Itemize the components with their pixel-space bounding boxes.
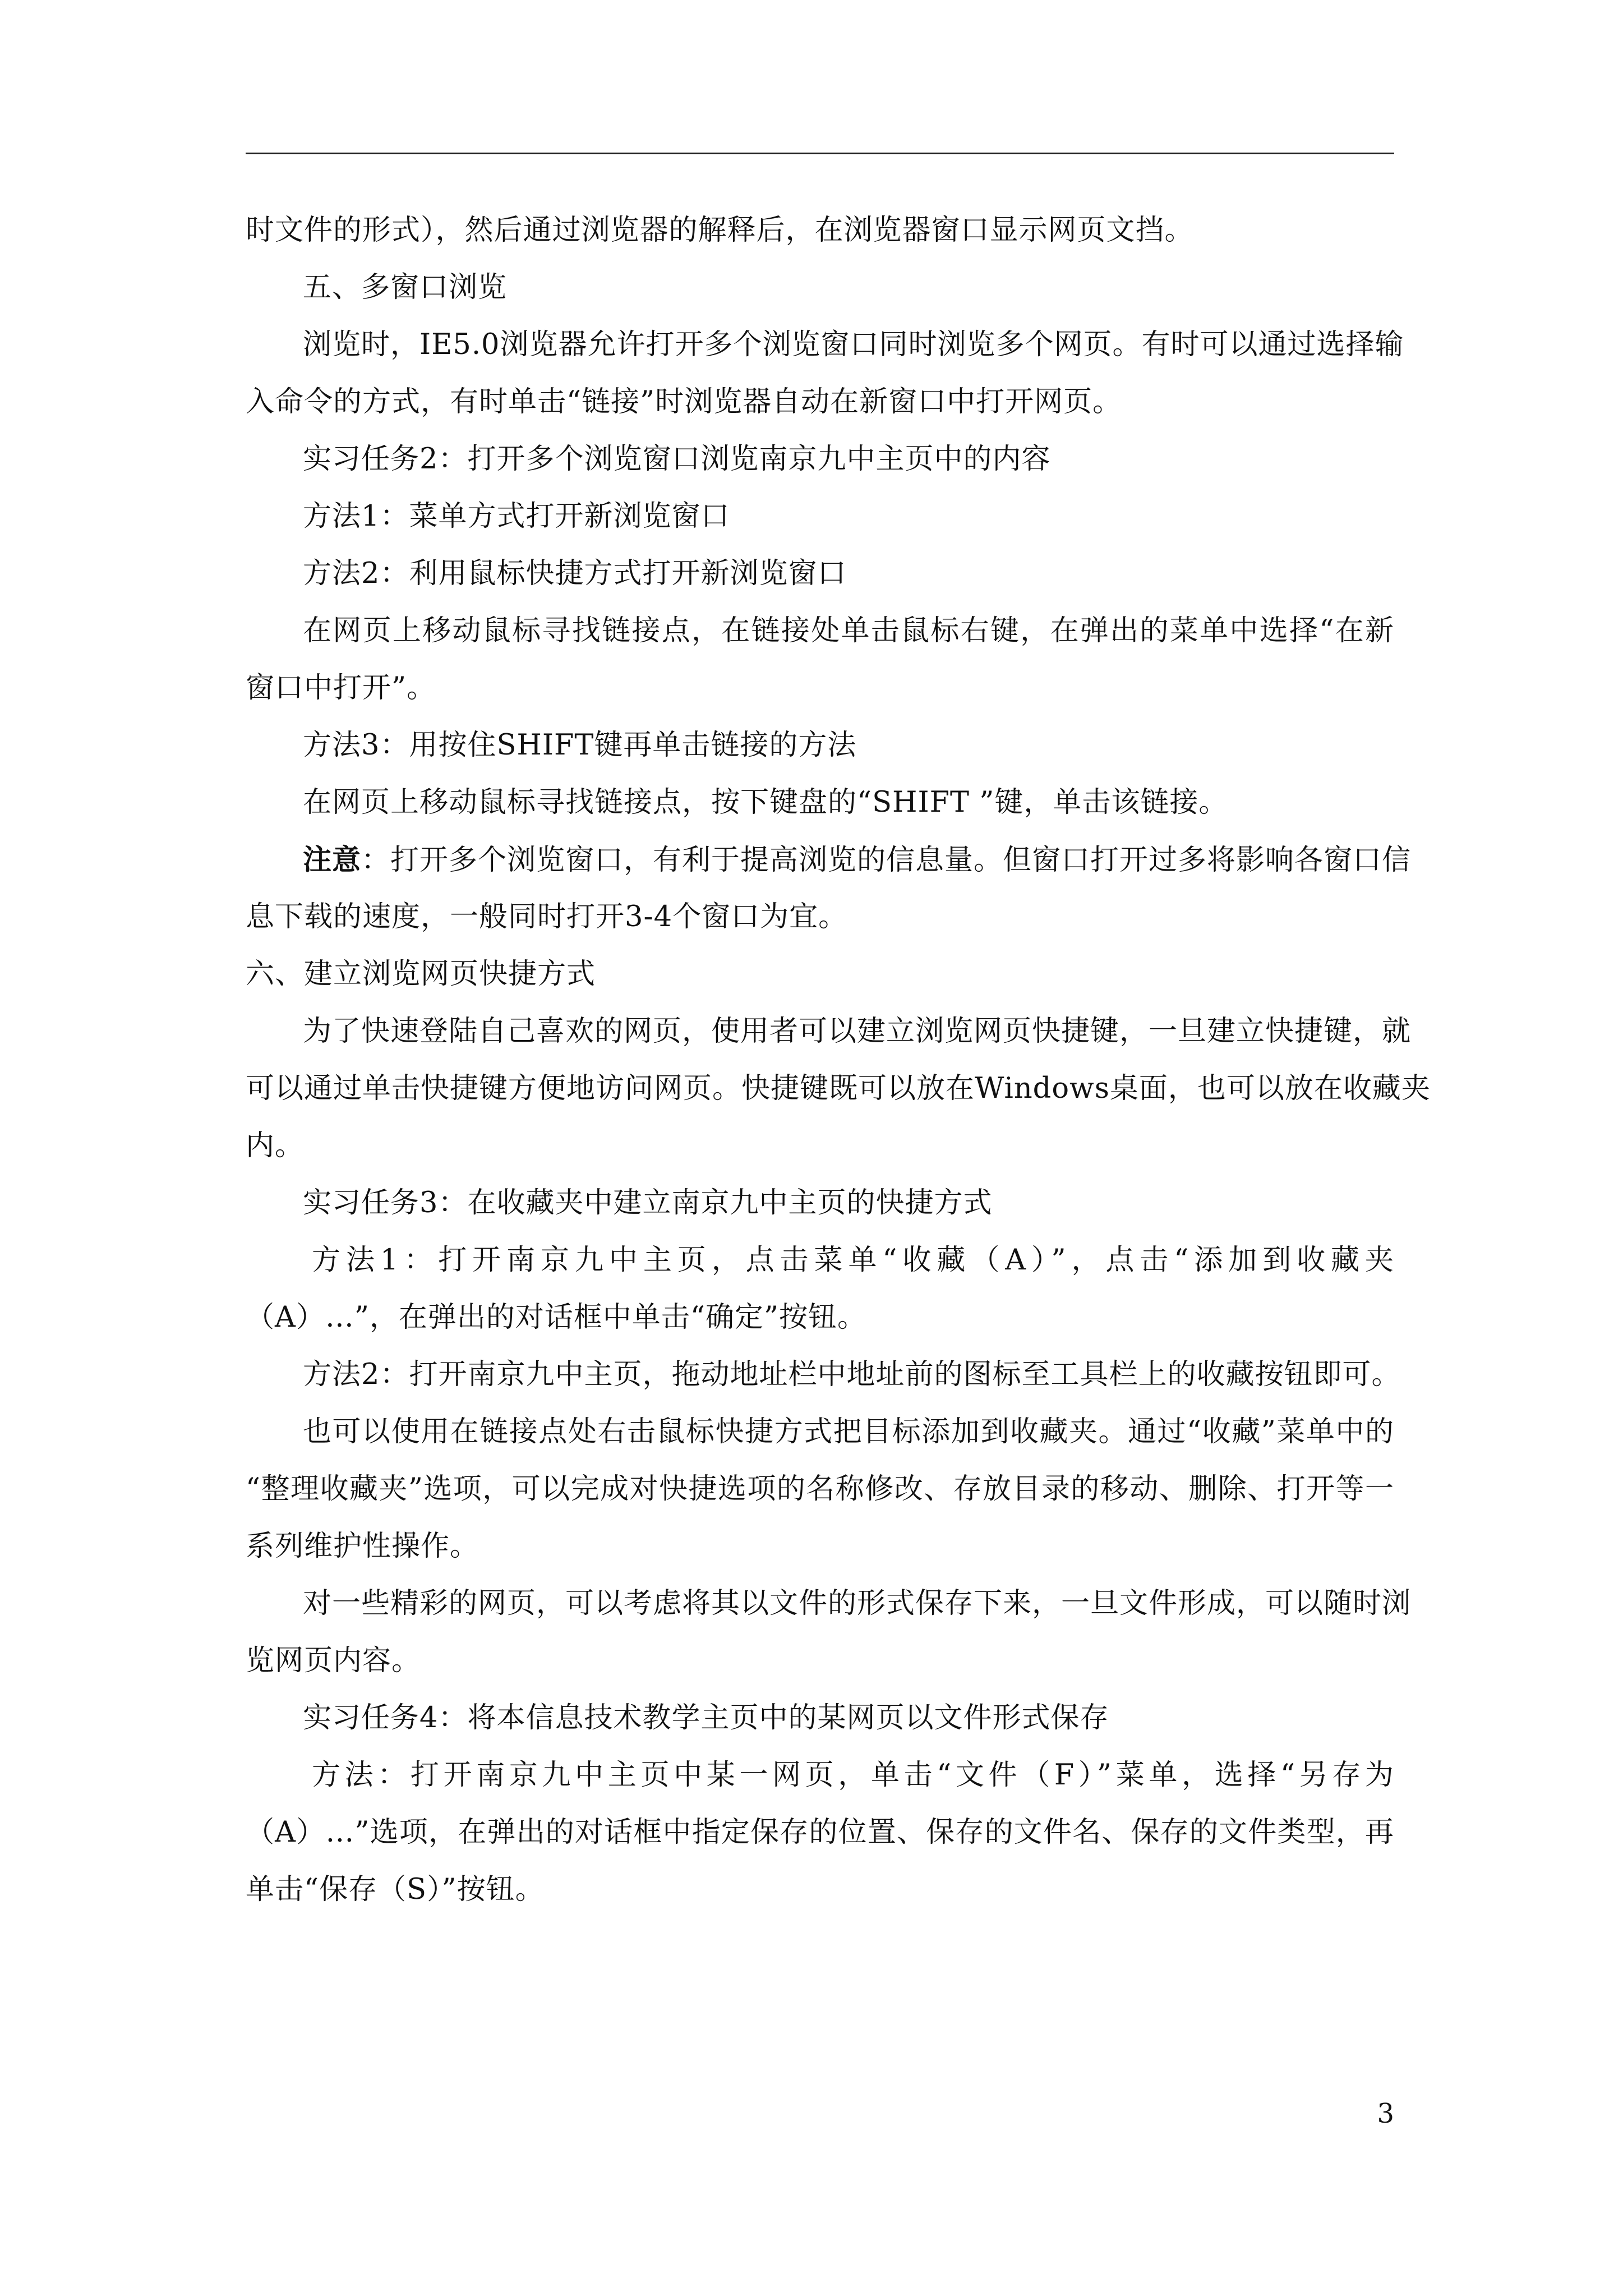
note-text: ：打开多个浏览窗口，有利于提高浏览的信息量。但窗口打开过多将影响各窗口信 [361, 844, 1412, 877]
text-line: 浏览时，IE5.0浏览器允许打开多个浏览窗口同时浏览多个网页。有时可以通过选择输 [303, 328, 1404, 361]
method-line: 方法1：打开南京九中主页，点击菜单“收藏（A）”，点击“添加到收藏夹 [312, 1244, 1394, 1277]
task-heading: 实习任务4：将本信息技术教学主页中的某网页以文件形式保存 [303, 1701, 1109, 1734]
text-line: 单击“保存（S）”按钮。 [246, 1873, 545, 1906]
section-heading: 五、多窗口浏览 [303, 271, 508, 304]
task-heading: 实习任务3：在收藏夹中建立南京九中主页的快捷方式 [303, 1186, 993, 1220]
text-line: “整理收藏夹”选项，可以完成对快捷选项的名称修改、存放目录的移动、删除、打开等一 [246, 1473, 1394, 1506]
document-body [246, 202, 1431, 1918]
text-line: 入命令的方式，有时单击“链接”时浏览器自动在新窗口中打开网页。 [246, 385, 1122, 418]
text-line: （A）…”选项，在弹出的对话框中指定保存的位置、保存的文件名、保存的文件类型，再 [246, 1816, 1394, 1849]
text-line: 为了快速登陆自己喜欢的网页，使用者可以建立浏览网页快捷键，一旦建立快捷键，就 [303, 1015, 1412, 1048]
header-rule [246, 153, 1394, 154]
text-line: 也可以使用在链接点处右击鼠标快捷方式把目标添加到收藏夹。通过“收藏”菜单中的 [303, 1415, 1394, 1448]
text-line: 在网页上移动鼠标寻找链接点，按下键盘的“SHIFT ”键，单击该链接。 [303, 786, 1228, 819]
text-line: 内。 [246, 1129, 305, 1162]
method-line: 方法1：菜单方式打开新浏览窗口 [303, 500, 730, 533]
text-line: 对一些精彩的网页，可以考虑将其以文件的形式保存下来，一旦文件形成，可以随时浏 [303, 1587, 1412, 1620]
page-number: 3 [1377, 2098, 1394, 2129]
text-line: 可以通过单击快捷键方便地访问网页。快捷键既可以放在Windows桌面，也可以放在收藏夹 [246, 1072, 1431, 1105]
method-line: 方法3：用按住SHIFT键再单击链接的方法 [303, 729, 857, 762]
note-label: 注意 [303, 843, 362, 877]
text-line: 窗口中打开”。 [246, 671, 436, 705]
section-heading: 六、建立浏览网页快捷方式 [246, 958, 596, 991]
text-line: 时文件的形式），然后通过浏览器的解释后，在浏览器窗口显示网页文挡。 [246, 214, 1194, 247]
method-line: 方法2：打开南京九中主页，拖动地址栏中地址前的图标至工具栏上的收藏按钮即可。 [303, 1358, 1401, 1391]
text-line: 息下载的速度，一般同时打开3-4个窗口为宜。 [246, 900, 848, 933]
task-heading: 实习任务2：打开多个浏览窗口浏览南京九中主页中的内容 [303, 443, 1051, 476]
note-line [246, 831, 1412, 889]
method-line: 方法2：利用鼠标快捷方式打开新浏览窗口 [303, 557, 847, 590]
text-line: 览网页内容。 [246, 1644, 421, 1677]
text-line: 系列维护性操作。 [246, 1530, 479, 1563]
text-line: 在网页上移动鼠标寻找链接点，在链接处单击鼠标右键，在弹出的菜单中选择“在新 [303, 614, 1394, 647]
text-line: （A）…”，在弹出的对话框中单击“确定”按钮。 [246, 1301, 867, 1334]
method-line: 方法：打开南京九中主页中某一网页，单击“文件（F）”菜单，选择“另存为 [312, 1759, 1394, 1792]
